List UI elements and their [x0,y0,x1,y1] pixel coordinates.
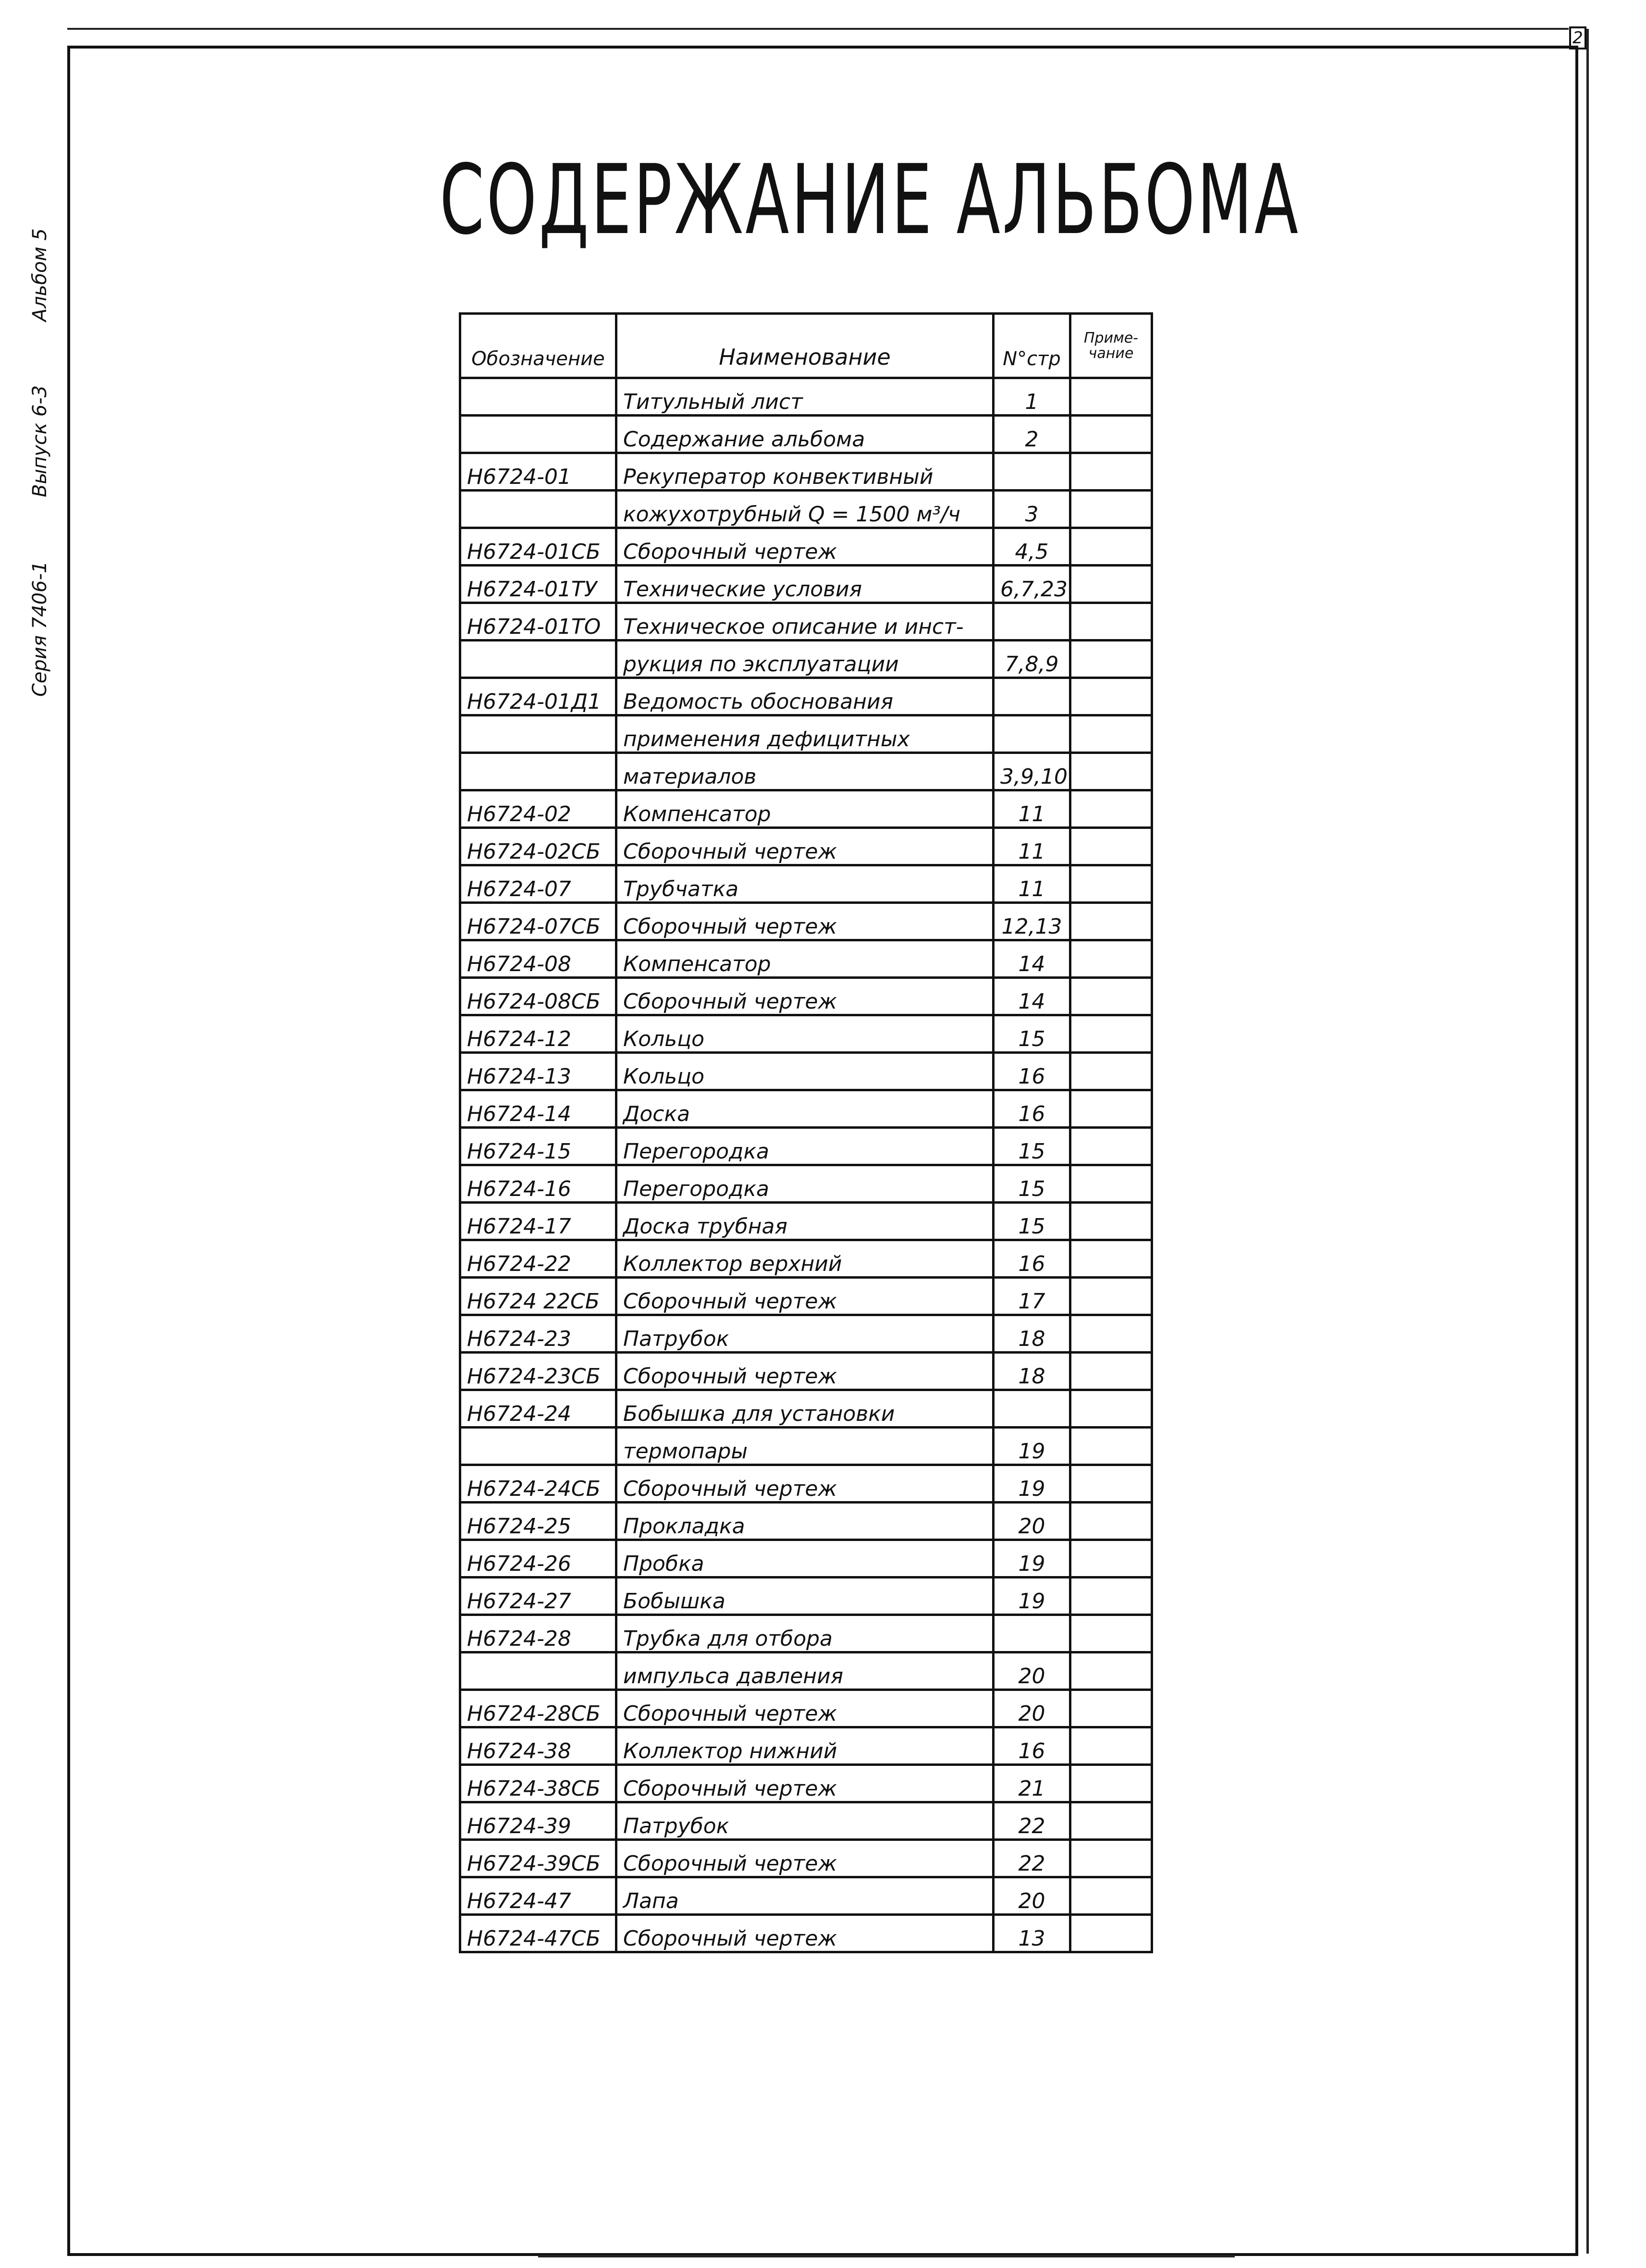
page-cell: 20 [994,1877,1070,1915]
designation-cell: Н6724-01СБ [460,528,616,566]
designation-cell: Н6724-27 [460,1578,616,1615]
designation-cell: Н6724-15 [460,1128,616,1165]
name-cell: Содержание альбома [616,416,994,453]
side-label [29,171,51,697]
note-cell [1070,1915,1152,1952]
name-cell: рукция по эксплуатации [616,641,994,678]
page-cell: 11 [994,828,1070,865]
table-row [460,1240,1152,1278]
designation-cell: Н6724-07СБ [460,903,616,940]
designation-cell: Н6724-39СБ [460,1840,616,1877]
table-row [460,790,1152,828]
page-cell: 15 [994,1128,1070,1165]
table-header-row [460,314,1152,378]
table-row [460,1390,1152,1428]
designation-cell: Н6724-14 [460,1090,616,1128]
page-cell [994,1615,1070,1652]
designation-cell: Н6724-07 [460,865,616,903]
name-cell: Кольцо [616,1015,994,1053]
page-cell: 22 [994,1802,1070,1840]
page-cell: 6,7,23 [994,566,1070,603]
designation-cell: Н6724-28 [460,1615,616,1652]
designation-cell: Н6724-26 [460,1540,616,1578]
note-cell [1070,1652,1152,1690]
name-cell: Прокладка [616,1503,994,1540]
note-cell [1070,1353,1152,1390]
note-cell [1070,940,1152,978]
designation-cell: Н6724-01 [460,453,616,491]
table-row [460,715,1152,753]
page-cell: 20 [994,1652,1070,1690]
designation-cell [460,1428,616,1465]
page-cell: 20 [994,1503,1070,1540]
note-cell [1070,1877,1152,1915]
name-cell: Трубчатка [616,865,994,903]
name-cell: Рекуператор конвективный [616,453,994,491]
page-cell: 2 [994,416,1070,453]
header-name: Наименование [616,314,994,378]
table-row [460,1315,1152,1353]
table-row [460,1165,1152,1203]
series-label: Серия 7406-1 [29,561,51,697]
designation-cell: Н6724-01ТУ [460,566,616,603]
note-cell [1070,1503,1152,1540]
page-cell [994,1390,1070,1428]
note-cell [1070,1128,1152,1165]
page-cell [994,603,1070,641]
note-cell [1070,1802,1152,1840]
contents-table [459,312,1153,1953]
table-row [460,566,1152,603]
album-label: Альбом 5 [29,228,51,322]
name-cell: Сборочный чертеж [616,1840,994,1877]
name-cell: Бобышка [616,1578,994,1615]
table-row [460,1578,1152,1615]
page-cell: 1 [994,378,1070,416]
note-cell [1070,603,1152,641]
note-cell [1070,790,1152,828]
page-cell: 3,9,10 [994,753,1070,790]
name-cell: Перегородка [616,1128,994,1165]
table-row [460,865,1152,903]
designation-cell: Н6724-22 [460,1240,616,1278]
table-row [460,1802,1152,1840]
note-cell [1070,566,1152,603]
table-row [460,1015,1152,1053]
name-cell: Ведомость обоснования [616,678,994,715]
name-cell: Доска [616,1090,994,1128]
name-cell: импульса давления [616,1652,994,1690]
page-cell: 15 [994,1015,1070,1053]
name-cell: Сборочный чертеж [616,978,994,1015]
note-cell [1070,378,1152,416]
table-row [460,1278,1152,1315]
note-cell [1070,1053,1152,1090]
designation-cell [460,416,616,453]
designation-cell: Н6724-16 [460,1165,616,1203]
table-row [460,1353,1152,1390]
designation-cell: Н6724-47 [460,1877,616,1915]
designation-cell: Н6724-08СБ [460,978,616,1015]
name-cell: Сборочный чертеж [616,1690,994,1727]
designation-cell: Н6724-23 [460,1315,616,1353]
page-cell: 20 [994,1690,1070,1727]
note-cell [1070,903,1152,940]
name-cell: кожухотрубный Q = 1500 м³/ч [616,491,994,528]
page-cell: 3 [994,491,1070,528]
name-cell: Компенсатор [616,940,994,978]
table-row [460,828,1152,865]
top-border-line [67,28,1569,30]
note-cell [1070,1428,1152,1465]
page-cell: 19 [994,1578,1070,1615]
note-cell [1070,1727,1152,1765]
table-row [460,1540,1152,1578]
name-cell: Сборочный чертеж [616,528,994,566]
name-cell: Сборочный чертеж [616,903,994,940]
name-cell: применения дефицитных [616,715,994,753]
page-cell: 14 [994,978,1070,1015]
designation-cell: Н6724-25 [460,1503,616,1540]
page-cell: 21 [994,1765,1070,1802]
note-cell [1070,1690,1152,1727]
header-page: N°стр [994,314,1070,378]
table-row [460,491,1152,528]
issue-label: Выпуск 6-3 [29,385,51,497]
name-cell: Коллектор нижний [616,1727,994,1765]
designation-cell [460,491,616,528]
page-cell: 18 [994,1315,1070,1353]
note-cell [1070,828,1152,865]
table-row [460,641,1152,678]
name-cell: Сборочный чертеж [616,828,994,865]
name-cell: Пробка [616,1540,994,1578]
designation-cell: Н6724-01Д1 [460,678,616,715]
page-cell: 19 [994,1540,1070,1578]
designation-cell [460,753,616,790]
page-cell [994,453,1070,491]
designation-cell: Н6724-47СБ [460,1915,616,1952]
table-row [460,1053,1152,1090]
name-cell: Сборочный чертеж [616,1465,994,1503]
designation-cell: Н6724-28СБ [460,1690,616,1727]
designation-cell [460,715,616,753]
table-row [460,1690,1152,1727]
designation-cell: Н6724-01ТО [460,603,616,641]
designation-cell: Н6724-38 [460,1727,616,1765]
designation-cell: Н6724-12 [460,1015,616,1053]
table-row [460,1915,1152,1952]
note-cell [1070,491,1152,528]
page-cell [994,678,1070,715]
designation-cell: Н6724-24СБ [460,1465,616,1503]
designation-cell: Н6724-17 [460,1203,616,1240]
note-cell [1070,1578,1152,1615]
name-cell: Техническое описание и инст- [616,603,994,641]
name-cell: Кольцо [616,1053,994,1090]
name-cell: Компенсатор [616,790,994,828]
name-cell: Технические условия [616,566,994,603]
note-cell [1070,978,1152,1015]
table-row [460,453,1152,491]
table-row [460,1727,1152,1765]
page-cell: 15 [994,1165,1070,1203]
page-cell: 14 [994,940,1070,978]
name-cell: Сборочный чертеж [616,1353,994,1390]
note-cell [1070,1765,1152,1802]
table-row [460,528,1152,566]
page-cell: 11 [994,790,1070,828]
page-cell: 12,13 [994,903,1070,940]
note-cell [1070,1840,1152,1877]
name-cell: Бобышка для установки [616,1390,994,1428]
note-cell [1070,1465,1152,1503]
table-row [460,940,1152,978]
note-cell [1070,865,1152,903]
designation-cell: Н6724-24 [460,1390,616,1428]
page-number: 2 [1572,28,1583,48]
table-row [460,1090,1152,1128]
table-row [460,1503,1152,1540]
name-cell: термопары [616,1428,994,1465]
page-cell: 7,8,9 [994,641,1070,678]
page-cell: 16 [994,1240,1070,1278]
page-cell [994,715,1070,753]
table-row [460,903,1152,940]
page-number-box [1569,26,1586,49]
note-cell [1070,1240,1152,1278]
note-cell [1070,1165,1152,1203]
table-row [460,1128,1152,1165]
table-row [460,978,1152,1015]
header-note: Приме-чание [1070,314,1152,378]
note-cell [1070,678,1152,715]
note-cell [1070,453,1152,491]
page-cell: 19 [994,1465,1070,1503]
name-cell: Сборочный чертеж [616,1915,994,1952]
name-cell: Доска трубная [616,1203,994,1240]
note-cell [1070,1390,1152,1428]
page-cell: 16 [994,1727,1070,1765]
table-row [460,753,1152,790]
designation-cell: Н6724-02СБ [460,828,616,865]
table-row [460,678,1152,715]
name-cell: Трубка для отбора [616,1615,994,1652]
name-cell: Патрубок [616,1802,994,1840]
name-cell: Лапа [616,1877,994,1915]
note-cell [1070,416,1152,453]
note-cell [1070,715,1152,753]
page-cell: 16 [994,1053,1070,1090]
name-cell: Титульный лист [616,378,994,416]
note-cell [1070,1315,1152,1353]
table-row [460,1428,1152,1465]
name-cell: Коллектор верхний [616,1240,994,1278]
designation-cell [460,1652,616,1690]
bottom-edge-line [538,2255,1235,2257]
designation-cell: Н6724-08 [460,940,616,978]
page-cell: 11 [994,865,1070,903]
table-row [460,416,1152,453]
table-row [460,1615,1152,1652]
page-cell: 18 [994,1353,1070,1390]
page-cell: 17 [994,1278,1070,1315]
designation-cell: Н6724-02 [460,790,616,828]
table-row [460,1840,1152,1877]
note-cell [1070,528,1152,566]
page-cell: 4,5 [994,528,1070,566]
table-row [460,1465,1152,1503]
name-cell: Патрубок [616,1315,994,1353]
note-cell [1070,641,1152,678]
note-cell [1070,1090,1152,1128]
designation-cell [460,378,616,416]
table-row [460,378,1152,416]
page-cell: 19 [994,1428,1070,1465]
table-row [460,1203,1152,1240]
header-designation: Обозначение [460,314,616,378]
designation-cell: Н6724 22СБ [460,1278,616,1315]
note-cell [1070,1203,1152,1240]
page-cell: 13 [994,1915,1070,1952]
table-row [460,603,1152,641]
designation-cell: Н6724-23СБ [460,1353,616,1390]
table-body [460,378,1152,1952]
note-cell [1070,753,1152,790]
designation-cell: Н6724-39 [460,1802,616,1840]
name-cell: Перегородка [616,1165,994,1203]
note-cell [1070,1615,1152,1652]
page-title: СОДЕРЖАНИЕ АЛЬБОМА [440,144,1301,256]
page-cell: 22 [994,1840,1070,1877]
note-cell [1070,1540,1152,1578]
name-cell: Сборочный чертеж [616,1278,994,1315]
name-cell: Сборочный чертеж [616,1765,994,1802]
page-cell: 15 [994,1203,1070,1240]
page-cell: 16 [994,1090,1070,1128]
table-row [460,1652,1152,1690]
designation-cell: Н6724-38СБ [460,1765,616,1802]
table-row [460,1765,1152,1802]
right-border-line [1586,29,1589,2254]
designation-cell: Н6724-13 [460,1053,616,1090]
note-cell [1070,1278,1152,1315]
designation-cell [460,641,616,678]
table-row [460,1877,1152,1915]
name-cell: материалов [616,753,994,790]
note-cell [1070,1015,1152,1053]
